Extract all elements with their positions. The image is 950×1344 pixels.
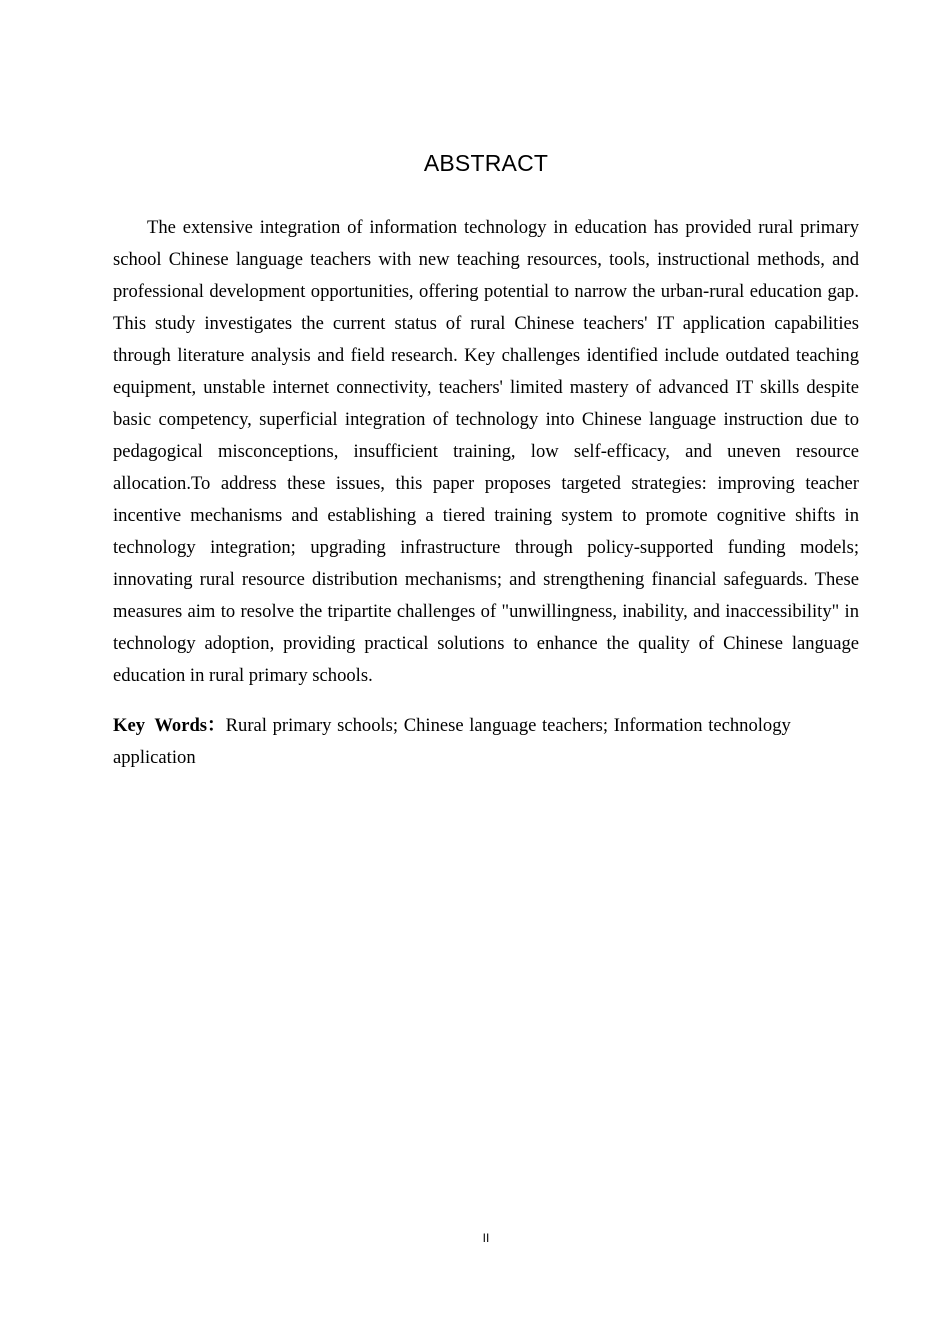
keywords-text: Rural primary schools; Chinese language teachers; Information technology application (113, 715, 791, 768)
abstract-title: ABSTRACT (423, 150, 549, 176)
keywords-label: Key Words (113, 715, 208, 736)
page-number: II (482, 1231, 490, 1245)
keywords-colon: ： (207, 715, 226, 736)
abstract-paragraph: The extensive integration of information technology in education has provided rural primary school Chinese language teachers with new teaching resources, tools, instructional methods, and professional development opportunities, offering potential to narrow the urban-rural education gap. This study investigates the current status of rural Chinese teachers' IT application capabilities through literature analysis and field research. Key challenges identified include outdated teaching equipment, unstable internet connectivity, teachers' limited mastery of advanced IT skills despite basic competency, superficial integration of technology into Chinese language instruction due to pedagogical misconceptions, insufficient training, low self-efficacy, and uneven resource allocation.To address these issues, this paper proposes targeted strategies: improving teacher incentive mechanisms and establishing a tiered training system to promote cognitive shifts in technology integration; upgrading infrastructure through policy-supported funding models; innovating rural resource distribution mechanisms; and strengthening financial safeguards. These measures aim to resolve the tripartite challenges of "unwillingness, inability, and inaccessibility" in technology adoption, providing practical solutions to enhance the quality of Chinese language education in rural primary schools. (113, 217, 859, 686)
keywords-line (113, 710, 833, 774)
